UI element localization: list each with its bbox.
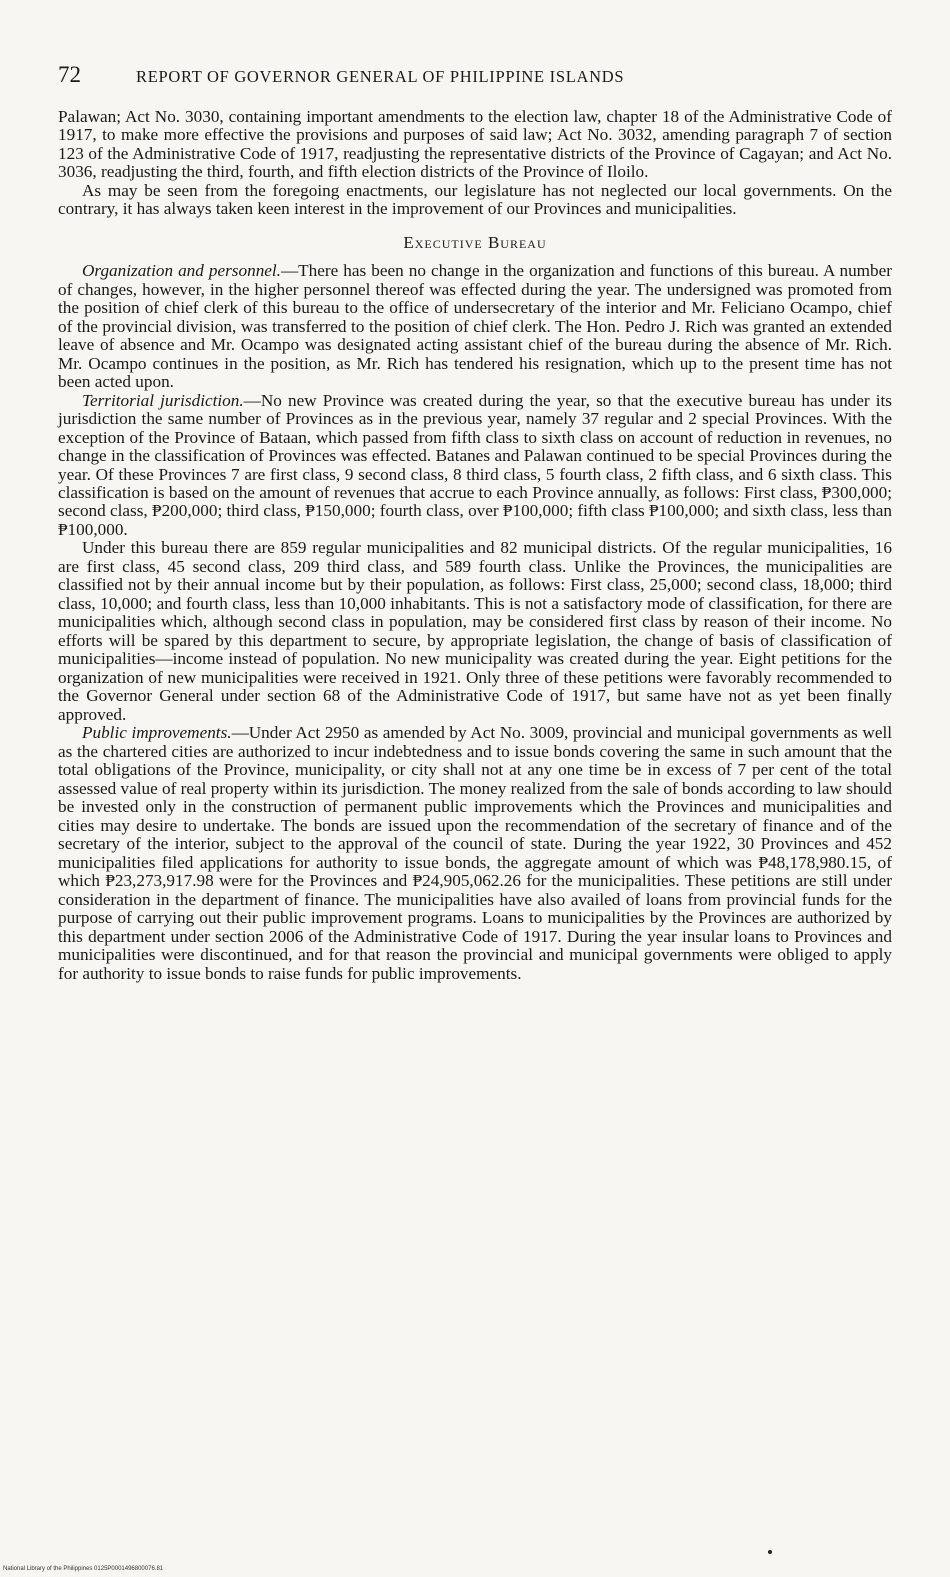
lead-public-improvements: Public improvements. bbox=[82, 723, 232, 743]
ink-dot bbox=[768, 1550, 772, 1554]
lead-organization: Organization and personnel. bbox=[82, 261, 281, 281]
document-page bbox=[58, 62, 892, 983]
text-public-improvements: —Under Act 2950 as amended by Act No. 3009, provincial and municipal governments as well as the chartered cities are authorized to incur indebtedness and to issue bonds covering the same in such amount that the total obligations of the Province, municipality, or city shall not at any one time be in excess of 7 per cent of the total assessed value of real property within its jurisdiction. The money realized from the sale of bonds according to law should be invested only in the construction of permanent public improvements which the Provinces and municipalities and cities may desire to undertake. The bonds are issued upon the recommendation of the secretary of finance and of the secretary of the interior, subject to the approval of the council of state. During the year 1922, 30 Provinces and 452 municipalities filed applications for authority to issue bonds, the aggregate amount of which was ₱48,178,980.15, of which ₱23,273,917.98 were for the Provinces and ₱24,905,062.26 for the municipalities. These petitions are still under consideration in the department of finance. The municipalities have also availed of loans from provincial funds for the purpose of carrying out their public improvement programs. Loans to municipalities by the Provinces are authorized by this department under section 2006 of the Administrative Code of 1917. During the year insular loans to Provinces and municipalities were discontinued, and for that reason the provincial and municipal governments were obliged to apply for authority to issue bonds to raise funds for public improvements. bbox=[58, 723, 893, 983]
paragraph-municipal: Under this bureau there are 859 regular municipalities and 82 municipal districts. Of the regular municipalities, 16 are first class, 45 second class, 209 third class, and 589 fourth class. Unlike the Provinces, the municipalities are classified not by their annual income but by their population, as follows: First class, 25,000; second class, 18,000; third class, 10,000; and fourth class, less than 10,000 inhabitants. This is not a satisfactory mode of classification, for there are municipalities which, although second class in population, may be considered first class by reason of their income. No efforts will be spared by this department to secure, by appropriate legislation, the change of basis of classification of municipalities—income instead of population. No new municipality was created during the year. Eight petitions for the organization of new municipalities were received in 1921. Only three of these petitions were favorably recommended to the Governor General under section 68 of the Administrative Code of 1917, but same have not as yet been finally approved. bbox=[58, 538, 892, 724]
lead-territorial: Territorial jurisdiction. bbox=[82, 390, 244, 410]
text-organization: —There has been no change in the organization and functions of this bureau. A number of changes, however, in the higher personnel thereof was effected during the year. The undersigned was promoted from the position of chief clerk of this bureau to the office of undersecretary of the interior and Mr. Feliciano Ocampo, chief of the provincial division, was transferred to the position of chief clerk. The Hon. Pedro J. Rich was granted an extended leave of absence and Mr. Ocampo was designated acting assistant chief of the bureau during the absence of Mr. Rich. Mr. Ocampo continues in the position, as Mr. Rich has tendered his resignation, which up to the present time has not been acted upon. bbox=[58, 261, 892, 392]
paragraph-territorial bbox=[58, 392, 892, 540]
footer-credit: National Library of the Philippines 0125P0001496800076.81 bbox=[3, 1566, 164, 1572]
section-heading: Executive Bureau bbox=[403, 232, 547, 252]
paragraph-public-improvements bbox=[58, 724, 892, 983]
paragraph-organization bbox=[58, 262, 892, 391]
running-head: REPORT OF GOVERNOR GENERAL OF PHILIPPINE ISLANDS bbox=[136, 67, 625, 86]
paragraph-intro-1: Palawan; Act No. 3030, containing important amendments to the election law, chapter 18 of the Administrative Code of 1917, to make more effective the provisions and purposes of said law; Act No. 3032, amending paragraph 7 of section 123 of the Administrative Code of 1917, readjusting the representative districts of the Province of Cagayan; and Act No. 3036, readjusting the third, fourth, and fifth election districts of the Province of Iloilo. bbox=[58, 107, 892, 182]
text-territorial: —No new Province was created during the year, so that the executive bureau has under its jurisdiction the same number of Provinces as in the previous year, namely 37 regular and 2 special Provinces. With the exception of the Province of Bataan, which passed from fifth class to sixth class on account of reduction in revenues, no change in the classification of Provinces was effected. Batanes and Palawan continued to be special Provinces during the year. Of these Provinces 7 are first class, 9 second class, 8 third class, 5 fourth class, 2 fifth class, and 6 sixth class. This classification is based on the amount of revenues that accrue to each Province annually, as follows: First class, ₱300,000; second class, ₱200,000; third class, ₱150,000; fourth class, over ₱100,000; fifth class ₱100,000; and sixth class, less than ₱100,000. bbox=[58, 390, 892, 539]
page-header bbox=[58, 62, 892, 88]
page-number: 72 bbox=[58, 62, 81, 87]
body-text bbox=[58, 108, 892, 983]
paragraph-intro-2: As may be seen from the foregoing enactments, our legislature has not neglected our local governments. On the contrary, it has always taken keen interest in the improvement of our Provinces and municipalities. bbox=[58, 180, 892, 219]
